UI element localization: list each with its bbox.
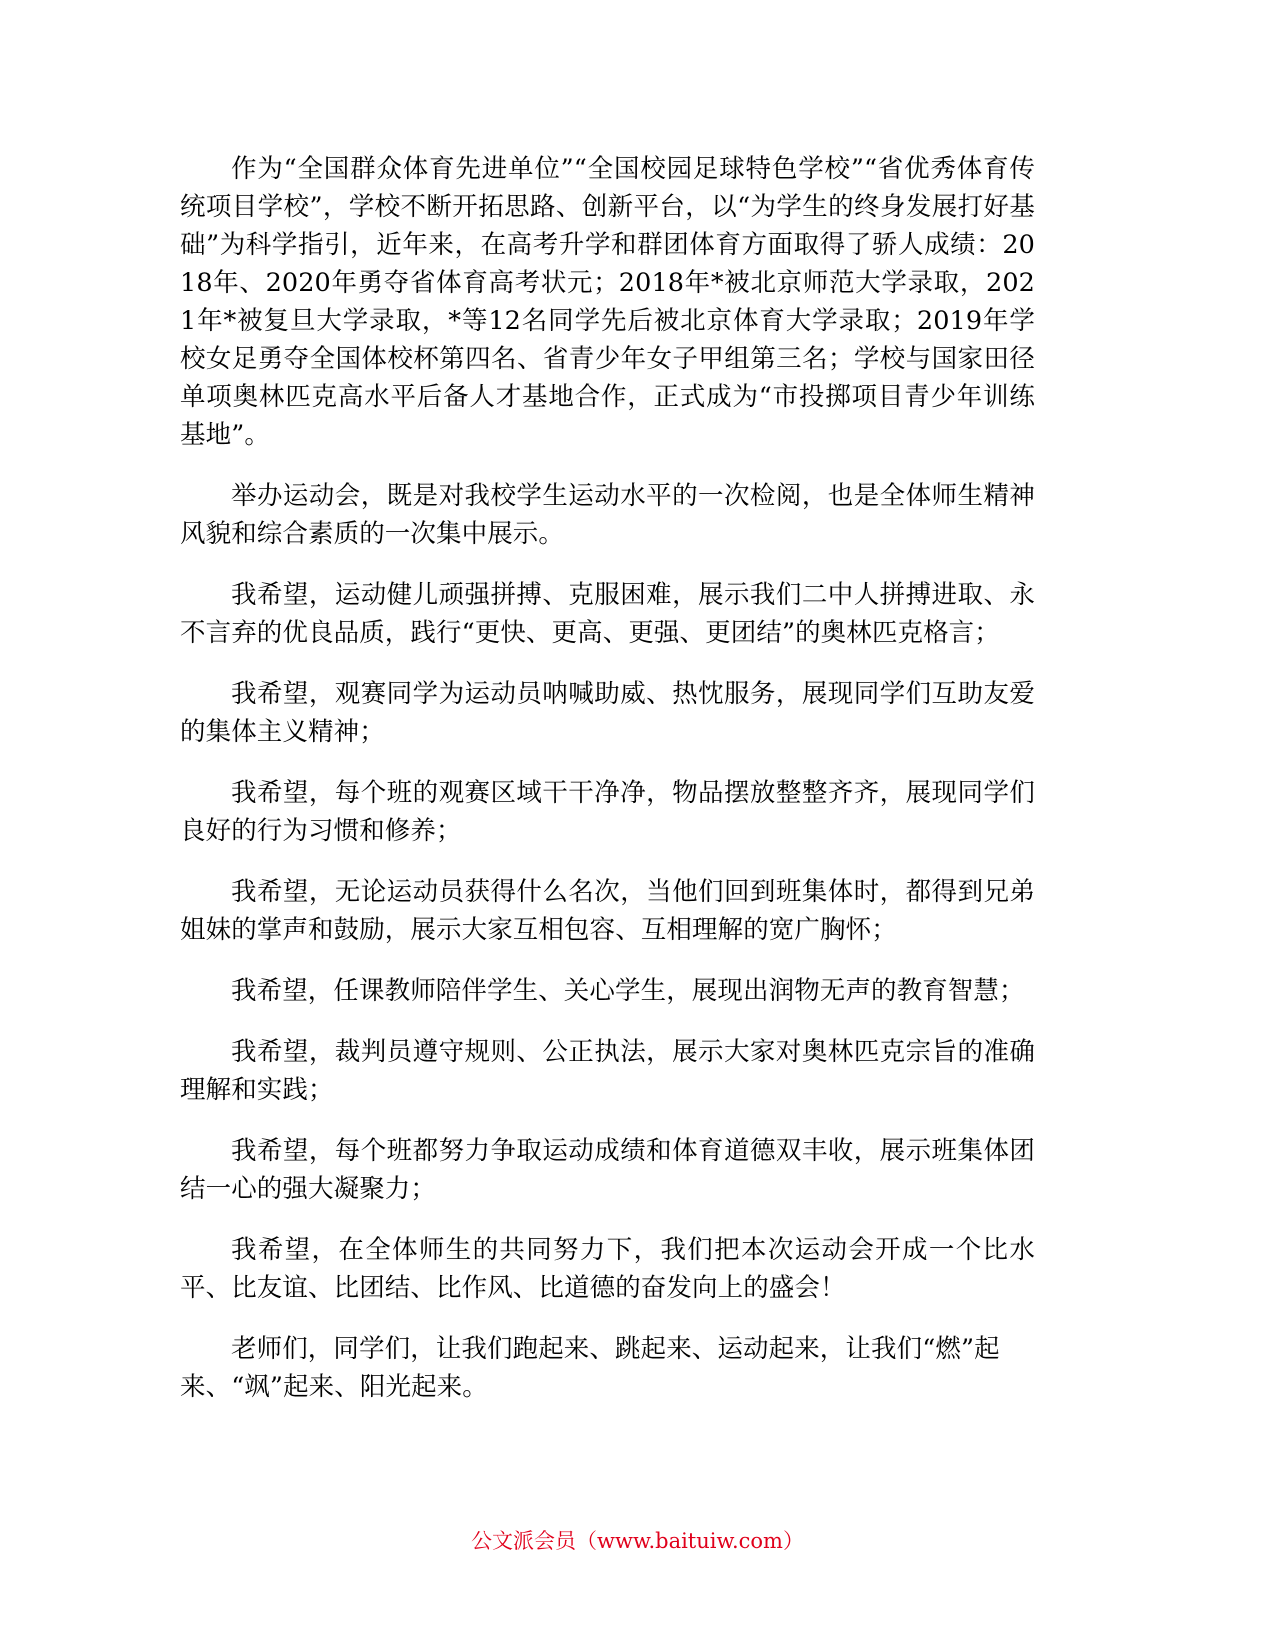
paragraph-achievements: 作为“全国群众体育先进单位”“全国校园足球特色学校”“省优秀体育传统项目学校”，学校不断开拓思路、创新平台，以“为学生的终身发展打好基础”为科学指引，近年来，在高考升学和群团体育方面取得了骄人成绩：2018年、2020年勇夺省体育高考状元；2018年*被北京师范大学录取，2021年*被复旦大学录取，*等12名同学先后被北京体育大学录取；2019年学校女足勇夺全国体校杯第四名、省青少年女子甲组第三名；学校与国家田径单项奥林匹克高水平后备人才基地合作，正式成为“市投掷项目青少年训练基地”。 xyxy=(180,154,1035,450)
paragraph-hope-cleanliness: 我希望，每个班的观赛区域干干净净，物品摆放整整齐齐，展现同学们良好的行为习惯和修养； xyxy=(180,778,1035,846)
paragraph-hope-referees: 我希望，裁判员遵守规则、公正执法，展示大家对奥林匹克宗旨的准确理解和实践； xyxy=(180,1037,1035,1105)
document-body xyxy=(180,150,1035,1429)
paragraph-hope-teachers: 我希望，任课教师陪伴学生、关心学生，展现出润物无声的教育智慧； xyxy=(231,976,1025,1006)
paragraph-sports-meet-purpose: 举办运动会，既是对我校学生运动水平的一次检阅，也是全体师生精神风貌和综合素质的一次集中展示。 xyxy=(180,481,1035,549)
paragraph-hope-athletes: 我希望，运动健儿顽强拼搏、克服困难，展示我们二中人拼搏进取、永不言弃的优良品质，践行“更快、更高、更强、更团结”的奥林匹克格言； xyxy=(180,580,1035,648)
footer-watermark: 公文派会员（www.baituiw.com） xyxy=(471,1529,804,1553)
paragraph-hope-support: 我希望，无论运动员获得什么名次，当他们回到班集体时，都得到兄弟姐妹的掌声和鼓励，展示大家互相包容、互相理解的宽广胸怀； xyxy=(180,877,1035,945)
paragraph-hope-spectators: 我希望，观赛同学为运动员呐喊助威、热忱服务，展现同学们互助友爱的集体主义精神； xyxy=(180,679,1035,747)
paragraph-closing: 老师们，同学们，让我们跑起来、跳起来、运动起来，让我们“燃”起来、“飒”起来、阳光起来。 xyxy=(180,1334,1000,1402)
paragraph-hope-classes: 我希望，每个班都努力争取运动成绩和体育道德双丰收，展示班集体团结一心的强大凝聚力； xyxy=(180,1136,1035,1204)
paragraph-hope-event: 我希望，在全体师生的共同努力下，我们把本次运动会开成一个比水平、比友谊、比团结、比作风、比道德的奋发向上的盛会！ xyxy=(180,1235,1035,1303)
